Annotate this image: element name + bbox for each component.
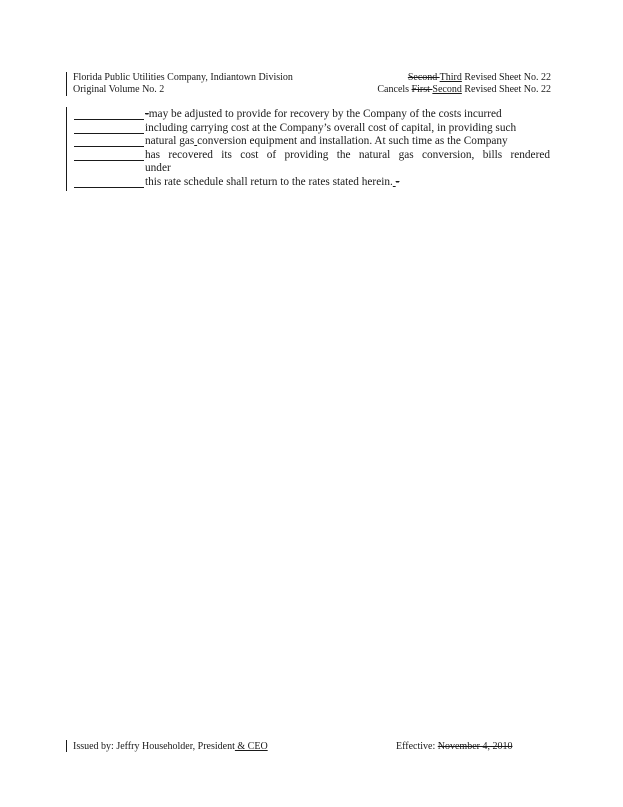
deleted-hyphen-end: -: [395, 175, 400, 188]
company-name: Florida Public Utilities Company, Indiantown Division: [73, 72, 293, 83]
body-change-bar: [66, 107, 67, 191]
effective-label: Effective:: [396, 741, 438, 752]
blank-line: [74, 176, 144, 188]
text-line: [74, 122, 550, 136]
text-line: [74, 108, 550, 122]
cancels-inserted-text: Second: [432, 84, 462, 95]
line-4-text: has recovered its cost of providing the natural gas conversion, bills rendered: [145, 148, 550, 161]
effective-deleted-date: November 4, 2010: [437, 741, 513, 752]
text-line: [74, 176, 550, 190]
cancels-rest-text: Revised Sheet No. 22: [461, 84, 551, 95]
blank-line: [74, 135, 144, 147]
effective-date: [396, 741, 512, 753]
text-line: [74, 162, 550, 176]
line-3b-text: conversion equipment and installation. At such time as the Company: [197, 135, 508, 148]
line-2-text: including carrying cost at the Company’s overall cost of capital, in providing such: [145, 121, 517, 134]
sheet-inserted-text: Third: [439, 72, 462, 83]
issued-by-text: Issued by: Jeffry Householder, President: [73, 741, 235, 752]
volume-label: Original Volume No. 2: [73, 84, 165, 95]
blank-line: [74, 122, 144, 134]
line-3a-text: natural gas: [145, 135, 195, 148]
sheet-deleted-text: Second: [407, 72, 440, 83]
issued-by: [73, 741, 268, 753]
header-change-bar: [66, 72, 67, 96]
blank-line: [74, 149, 144, 161]
cancels-prefix: Cancels: [377, 84, 412, 95]
page-header: [73, 72, 551, 96]
blank-line: [74, 108, 144, 120]
issued-inserted-text: & CEO: [234, 741, 268, 752]
line-4b-text: under: [145, 162, 171, 175]
sheet-rest-text: Revised Sheet No. 22: [461, 72, 551, 83]
deleted-hyphen: -: [145, 108, 149, 120]
text-line: [74, 135, 550, 149]
sheet-number: [408, 72, 551, 84]
cancels-deleted-text: First: [411, 84, 433, 95]
footer-change-bar: [66, 740, 67, 752]
text-line: [74, 149, 550, 163]
cancels-sheet: [377, 84, 551, 96]
line-1-text: may be adjusted to provide for recovery by the Company of the costs incurred: [148, 108, 502, 120]
rate-schedule-text: [74, 108, 550, 190]
line-5-text: this rate schedule shall return to the rates stated herein.: [145, 175, 393, 188]
